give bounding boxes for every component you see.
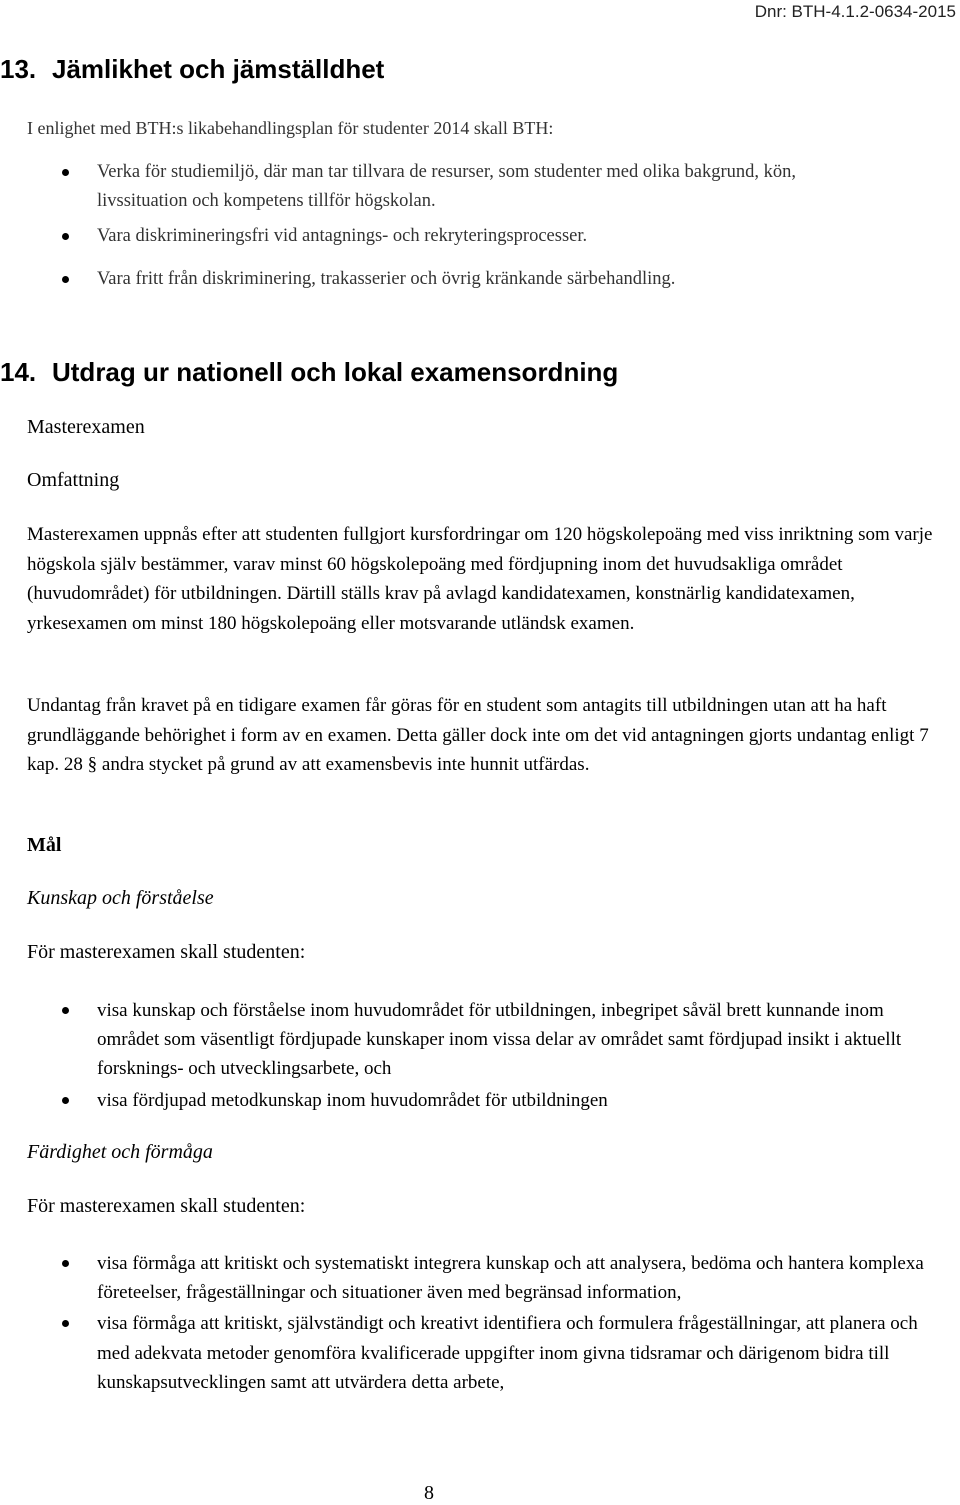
list-item	[0, 1086, 930, 1115]
section-14-title: Utdrag ur nationell och lokal examensordning	[52, 357, 619, 387]
bullet-icon	[62, 1007, 69, 1014]
list-item-text: Vara diskrimineringsfri vid antagnings- och rekryteringsprocesser.	[97, 226, 588, 246]
degree-heading: Masterexamen	[27, 416, 145, 438]
scope-paragraph-2: Undantag från kravet på en tidigare examen får göras för en student som antagits till utbildningen utan att ha haft grundläggande behörighet i form av en examen. Detta gäller dock inte om det vid antagningen gjorts undantag enligt 7 kap. 28 § andra stycket på grund av att examensbevis inte hunnit utfärdas.	[27, 695, 929, 776]
page-number: 8	[424, 1482, 434, 1504]
goals-heading: Mål	[27, 834, 62, 856]
list-item	[0, 996, 930, 1084]
list-item-text: visa förmåga att kritiskt, självständigt och kreativt identifiera och formulera frågeställningar, att planera och med adekvata metoder genomföra kvalificerade uppgifter inom givna tidsramar och därigenom bidra till kunskapsutvecklingen samt att utvärdera detta arbete,	[97, 1313, 918, 1393]
knowledge-heading: Kunskap och förståelse	[27, 887, 214, 909]
skills-bullet-list	[0, 1249, 930, 1399]
skills-heading: Färdighet och förmåga	[27, 1141, 213, 1163]
skills-intro: För masterexamen skall studenten:	[27, 1195, 306, 1217]
section-13-bullet-list	[0, 158, 930, 312]
list-item-text: Verka för studiemiljö, där man tar tillvara de resurser, som studenter med olika bakgrund, kön, livssituation och kompetens tillför högskolan.	[97, 162, 796, 211]
list-item-text: Vara fritt från diskriminering, trakasserier och övrig kränkande särbehandling.	[97, 269, 676, 289]
scope-paragraph-1: Masterexamen uppnås efter att studenten fullgjort kursfordringar om 120 högskolepoäng med viss inriktning som varje högskola själv bestämmer, varav minst 60 högskolepoäng med fördjupning inom det huvudsakliga området (huvudområdet) för utbildningen. Därtill ställs krav på avlagd kandidatexamen, konstnärlig kandidatexamen, yrkesexamen om minst 180 högskolepoäng eller motsvarande utländsk examen.	[27, 524, 933, 634]
list-item	[0, 265, 930, 294]
bullet-icon	[62, 1097, 69, 1104]
scope-heading: Omfattning	[27, 469, 120, 491]
section-14-number: 14.	[0, 357, 37, 387]
list-item	[0, 158, 857, 216]
list-item	[0, 1309, 930, 1397]
list-item	[0, 1249, 930, 1307]
section-14-heading	[0, 357, 618, 388]
section-13-heading	[0, 54, 384, 85]
document-number: Dnr: BTH-4.1.2-0634-2015	[754, 2, 956, 21]
bullet-icon	[62, 1320, 69, 1327]
knowledge-intro: För masterexamen skall studenten:	[27, 941, 306, 963]
bullet-icon	[62, 169, 69, 176]
section-13-intro: I enlighet med BTH:s likabehandlingsplan för studenter 2014 skall BTH:	[27, 118, 554, 138]
list-item-text: visa fördjupad metodkunskap inom huvudområdet för utbildningen	[97, 1089, 608, 1111]
section-13-title: Jämlikhet och jämställdhet	[52, 54, 385, 84]
list-item-text: visa kunskap och förståelse inom huvudområdet för utbildningen, inbegripet såväl brett kunnande inom området som väsentligt fördjupade kunskaper inom vissa delar av området samt fördjupad insikt i aktuellt forsknings- och utvecklingsarbete, och	[97, 1000, 902, 1080]
section-13-number: 13.	[0, 54, 37, 84]
list-item	[0, 222, 930, 251]
bullet-icon	[62, 276, 69, 283]
list-item-text: visa förmåga att kritiskt och systematiskt integrera kunskap och att analysera, bedöma och hantera komplexa företeelser, frågeställningar och situationer även med begränsad information,	[97, 1253, 924, 1304]
knowledge-bullet-list	[0, 996, 930, 1117]
bullet-icon	[62, 1260, 69, 1267]
bullet-icon	[62, 233, 69, 240]
